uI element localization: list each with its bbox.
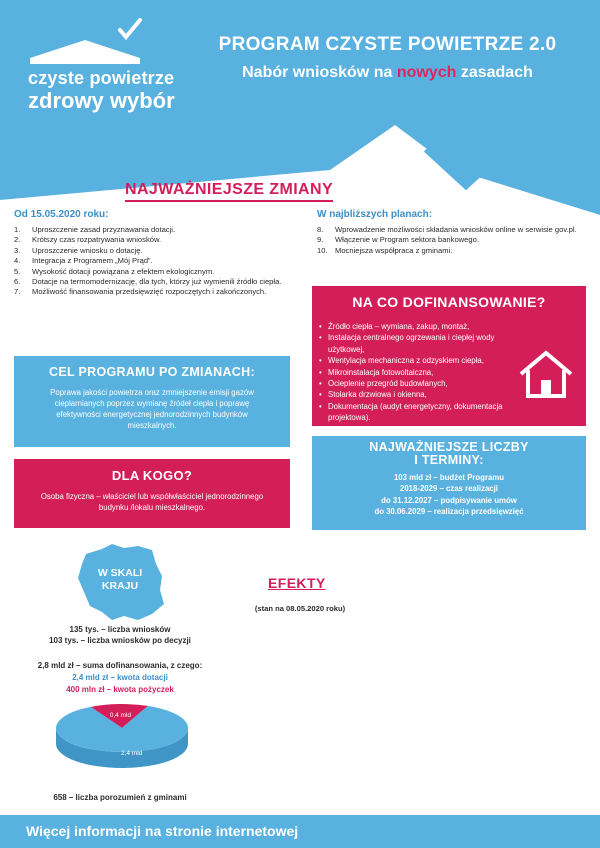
effects-grants-line: 2,4 mld zł – kwota dotacji: [72, 673, 168, 682]
goal-title: CEL PROGRAMU PO ZMIANACH:: [49, 365, 255, 379]
funding-item: • Instalacja centralnego ogrzewania i ciepłej wody użytkowej,: [319, 332, 519, 355]
effects-loans-line: 400 mln zł – kwota pożyczek: [66, 685, 174, 694]
list-item: [14, 267, 299, 277]
funding-box: [312, 286, 586, 426]
list-item: [317, 235, 587, 245]
logo-line1: czyste powietrze: [28, 68, 175, 88]
list-item: [14, 235, 299, 245]
numbers-line: do 30.06.2029 – realizacja przedsięwzięć: [374, 507, 524, 517]
effects-title: EFEKTY: [268, 575, 326, 591]
numbers-title-line2: I TERMINY:: [414, 453, 484, 467]
funding-item: • Mikroinstalacja fotowoltaiczna,: [319, 367, 519, 378]
subtitle-highlight: nowych: [396, 64, 457, 81]
logo: [28, 68, 175, 114]
list-item-text: Wprowadzenie możliwości składania wniosków online w serwisie gov.pl.: [335, 225, 577, 234]
list-item-text: Włączenie w Program sektora bankowego.: [335, 235, 479, 245]
footer-text: Więcej informacji na stronie internetowej: [26, 823, 299, 839]
list-item-number: 8.: [317, 225, 324, 234]
for-whom-text: Osoba fizyczna – właściciel lub współwłaściciel jednorodzinnego budynku /lokalu mieszkalnego.: [40, 492, 264, 512]
list-item-text: Uproszczenie zasad przyznawania dotacji.: [32, 225, 176, 234]
list-item-text: Krótszy czas rozpatrywania wniosków.: [32, 235, 162, 245]
list-item: [14, 246, 299, 256]
logo-line2: zdrowy wybór: [28, 88, 175, 113]
funding-list: [319, 321, 519, 424]
list-item-text: Możliwość finansowania przedsięwzięć rozpoczętych i zakończonych.: [32, 287, 267, 297]
list-item-number: 6.: [14, 277, 21, 287]
numbers-box: [312, 436, 586, 530]
numbers-line: 2018-2029 – czas realizacji: [400, 484, 498, 494]
map-label-line2: KRAJU: [101, 580, 139, 592]
list-item-number: 1.: [14, 225, 21, 234]
list-item-text: Integracja z Programem „Mój Prąd”.: [32, 256, 153, 266]
page-title: PROGRAM CZYSTE POWIETRZE 2.0: [218, 34, 557, 55]
list-item: [317, 246, 587, 256]
funding-item: • Dokumentacja (audyt energetyczny, dokumentacja projektowa).: [319, 401, 519, 424]
list-item: [317, 225, 587, 235]
goal-box: [14, 356, 290, 447]
page-subtitle: [190, 64, 585, 82]
list-item-text: Mocniejsza współpraca z gminami.: [335, 245, 453, 255]
map-label: [72, 567, 168, 593]
list-item: [14, 287, 299, 297]
list-item-text: Dotacje na termomodernizację, dla tych, którzy już wymienili źródło ciepła.: [32, 277, 282, 287]
funding-item: • Źródło ciepła – wymiana, zakup, montaż,: [319, 321, 519, 332]
numbers-lines: [312, 472, 586, 518]
list-item: [14, 277, 299, 287]
effects-as-of: (stan na 08.05.2020 roku): [254, 604, 346, 613]
pie-label: 2,4 mld: [120, 750, 143, 758]
funding-title: NA CO DOFINANSOWANIE?: [352, 294, 546, 310]
list-item-number: 3.: [14, 245, 21, 255]
list-item: [14, 256, 299, 266]
funding-item: • Ocieplenie przegród budowlanych,: [319, 378, 519, 389]
list-item-text: Uproszczenie wniosku o dotację.: [32, 245, 143, 255]
funding-item: • Stolarka drzwiowa i okienna,: [319, 389, 519, 400]
house-icon: [516, 348, 576, 400]
changes-right-heading: W najbliższych planach:: [317, 209, 433, 220]
effects-line2: 103 tys. – liczba wniosków po decyzji: [49, 636, 191, 645]
funding-pie-chart: [50, 698, 195, 776]
effects-sum-line: 2,8 mld zł – suma dofinansowania, z czego:: [37, 661, 203, 670]
changes-title: NAJWAŻNIEJSZE ZMIANY: [125, 181, 333, 202]
for-whom-box: [14, 459, 290, 528]
list-item-number: 2.: [14, 235, 21, 245]
list-item-number: 7.: [14, 287, 21, 297]
subtitle-before: Nabór wniosków na: [242, 64, 397, 81]
subtitle-after: zasadach: [456, 64, 533, 81]
for-whom-title: DLA KOGO?: [111, 468, 193, 483]
numbers-title-line1: NAJWAŻNIEJSZE LICZBY: [369, 440, 529, 454]
list-item: [14, 225, 299, 235]
changes-right-list: [317, 225, 587, 256]
funding-item: • Wentylacja mechaniczna z odzyskiem ciepła,: [319, 355, 519, 366]
list-item-number: 4.: [14, 256, 21, 266]
changes-left-list: [14, 225, 299, 298]
list-item-text: Wysokość dotacji powiązana z efektem ekologicznym.: [32, 266, 215, 276]
numbers-line: do 31.12.2027 – podpisywanie umów: [381, 495, 517, 505]
goal-text: Poprawa jakości powietrza oraz zmniejszenie emisji gazów cieplarnianych poprzez wymianę źródeł ciepła i poprawę efektywności energetycznej jednorodzinnych budynków mieszkalnych.: [50, 388, 254, 430]
list-item-number: 10.: [317, 245, 328, 255]
effects-agreements-line: 658 – liczba porozumień z gminami: [53, 793, 187, 802]
pie-label: 0,4 mld: [109, 711, 132, 719]
map-label-line1: W SKALI: [97, 567, 143, 579]
effects-line1: 135 tys. – liczba wniosków: [69, 625, 171, 634]
list-item-number: 5.: [14, 266, 21, 276]
list-item-number: 9.: [317, 235, 324, 245]
footer: [0, 815, 600, 848]
numbers-line: 103 mld zł – budżet Programu: [393, 473, 505, 482]
changes-left-heading: Od 15.05.2020 roku:: [14, 209, 109, 220]
